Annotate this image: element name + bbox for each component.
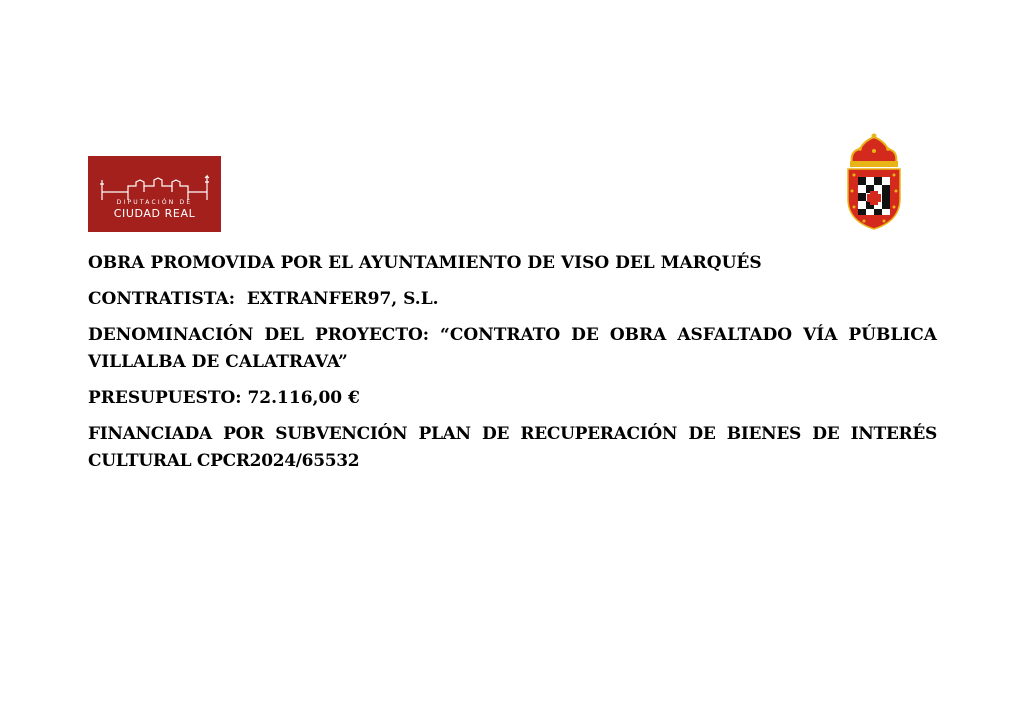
financiada-line: FINANCIADA POR SUBVENCIÓN PLAN DE RECUPERACIÓN DE BIENES DE INTERÉS CULTURAL CPCR2024/65532 xyxy=(88,424,937,471)
coat-of-arms-icon xyxy=(842,133,906,233)
presupuesto-line: PRESUPUESTO: 72.116,00 € xyxy=(88,388,360,408)
contratista-line: CONTRATISTA: EXTRANFER97, S.L. xyxy=(88,289,439,309)
obra-line: OBRA PROMOVIDA POR EL AYUNTAMIENTO DE VISO DEL MARQUÉS xyxy=(88,253,762,273)
logo-line2: CIUDAD REAL xyxy=(113,207,196,220)
castle-outline-icon xyxy=(88,156,221,232)
denominacion-line: DENOMINACIÓN DEL PROYECTO: “CONTRATO DE OBRA ASFALTADO VÍA PÚBLICA VILLALBA DE CALATRAVA” xyxy=(88,325,937,372)
diputacion-logo xyxy=(88,156,221,232)
document-body xyxy=(88,250,937,484)
logo-line1: DIPUTACIÓN DE xyxy=(116,199,193,206)
